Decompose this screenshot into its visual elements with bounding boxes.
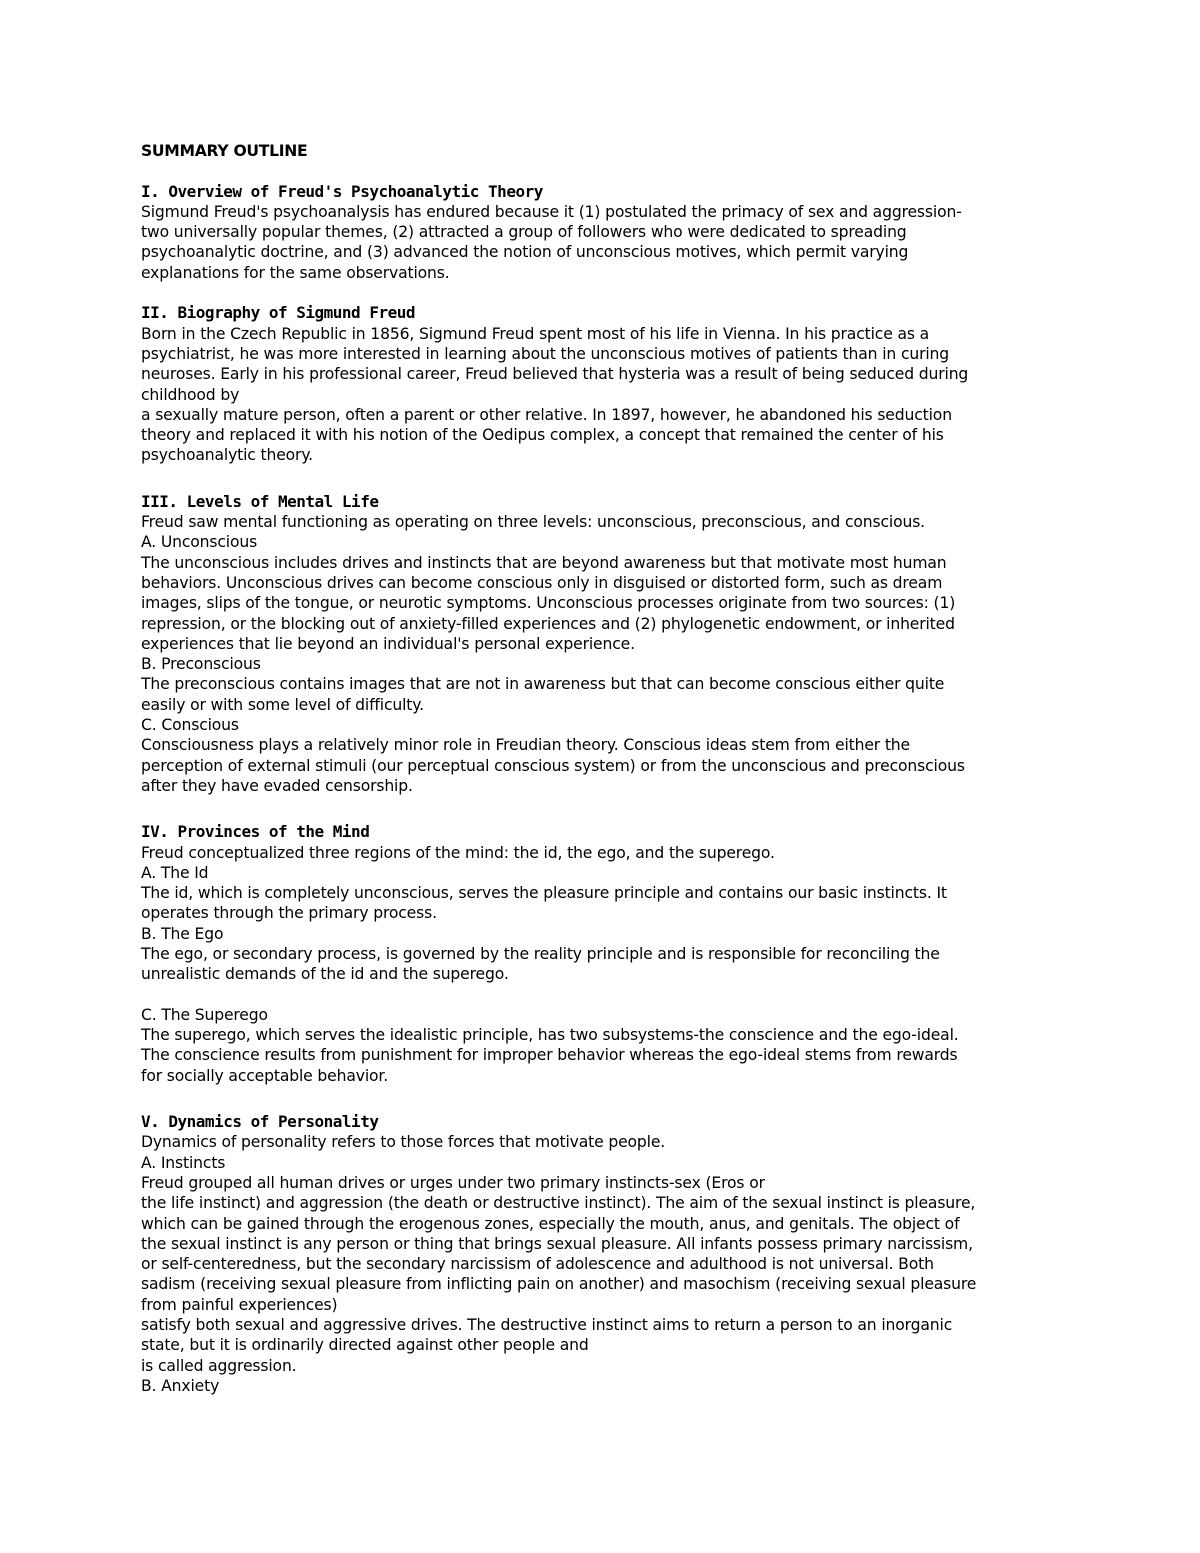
body-text-line: explanations for the same observations. — [141, 263, 450, 282]
body-text-line: A. Unconscious — [141, 533, 258, 552]
body-text-line: B. The Ego — [141, 924, 224, 943]
body-text-line: Consciousness plays a relatively minor role in Freudian theory. Conscious ideas stem from either the — [141, 736, 910, 755]
body-text-line: The unconscious includes drives and instincts that are beyond awareness but that motivate most human — [141, 553, 947, 572]
body-text-line: satisfy both sexual and aggressive drives. The destructive instinct aims to return a person to an inorganic — [141, 1316, 953, 1335]
body-text-line: is called aggression. — [141, 1356, 297, 1375]
body-text-line: psychoanalytic doctrine, and (3) advanced the notion of unconscious motives, which permit varying — [141, 243, 909, 262]
body-text-line: psychiatrist, he was more interested in learning about the unconscious motives of patients than in curing — [141, 344, 950, 363]
body-text-line: psychoanalytic theory. — [141, 446, 313, 465]
section-heading: V. Dynamics of Personality — [141, 1112, 379, 1132]
body-text-line: A. Instincts — [141, 1153, 226, 1172]
body-text-line: Freud saw mental functioning as operating on three levels: unconscious, preconscious, and conscious. — [141, 513, 925, 532]
document-title: SUMMARY OUTLINE — [141, 142, 308, 160]
body-text-line: Freud grouped all human drives or urges under two primary instincts-sex (Eros or — [141, 1173, 765, 1192]
body-text-line: the life instinct) and aggression (the death or destructive instinct). The aim of the sexual instinct is pleasure, — [141, 1194, 976, 1213]
section-4 — [141, 822, 1081, 1086]
body-text-line: C. Conscious — [141, 716, 239, 735]
paragraph-spacer — [141, 985, 1081, 1005]
body-text-line: The superego, which serves the idealistic principle, has two subsystems-the conscience and the ego-ideal. — [141, 1026, 959, 1045]
body-text-line: from painful experiences) — [141, 1295, 338, 1314]
section-1 — [141, 182, 1081, 283]
body-text-line: Freud conceptualized three regions of the mind: the id, the ego, and the superego. — [141, 843, 775, 862]
body-text-line: neuroses. Early in his professional career, Freud believed that hysteria was a result of being seduced during — [141, 365, 969, 384]
body-text-line: behaviors. Unconscious drives can become conscious only in disguised or distorted form, such as dream — [141, 573, 943, 592]
body-text-line: state, but it is ordinarily directed against other people and — [141, 1336, 589, 1355]
body-text-line: theory and replaced it with his notion of the Oedipus complex, a concept that remained the center of his — [141, 426, 944, 445]
body-text-line: easily or with some level of difficulty. — [141, 695, 424, 714]
body-text-line: a sexually mature person, often a parent or other relative. In 1897, however, he abandoned his seduction — [141, 405, 952, 424]
body-text-line: The ego, or secondary process, is governed by the reality principle and is responsible for reconciling the — [141, 944, 940, 963]
body-text-line: which can be gained through the erogenous zones, especially the mouth, anus, and genitals. The object of — [141, 1214, 960, 1233]
body-text-line: for socially acceptable behavior. — [141, 1066, 389, 1085]
section-3 — [141, 492, 1081, 796]
body-text-line: The preconscious contains images that are not in awareness but that can become conscious either quite — [141, 675, 945, 694]
body-text-line: sadism (receiving sexual pleasure from inflicting pain on another) and masochism (receiving sexual pleasure — [141, 1275, 977, 1294]
body-text-line: two universally popular themes, (2) attracted a group of followers who were dedicated to spreading — [141, 223, 907, 242]
body-text-line: unrealistic demands of the id and the superego. — [141, 965, 509, 984]
body-text-line: operates through the primary process. — [141, 904, 437, 923]
body-text-line: images, slips of the tongue, or neurotic symptoms. Unconscious processes originate from two sources: (1) — [141, 594, 956, 613]
body-text-line: repression, or the blocking out of anxiety-filled experiences and (2) phylogenetic endowment, or inherited — [141, 614, 955, 633]
section-heading: IV. Provinces of the Mind — [141, 822, 370, 842]
document-body — [141, 182, 1081, 1397]
body-text-line: after they have evaded censorship. — [141, 776, 413, 795]
section-heading: I. Overview of Freud's Psychoanalytic Theory — [141, 181, 543, 201]
body-text-line: perception of external stimuli (our perceptual conscious system) or from the unconscious and preconscious — [141, 756, 965, 775]
body-text-line: B. Anxiety — [141, 1376, 220, 1395]
section-2 — [141, 303, 1081, 465]
document-page — [141, 141, 1081, 1396]
body-text-line: childhood by — [141, 385, 240, 404]
body-text-line: A. The Id — [141, 863, 209, 882]
body-text-line: the sexual instinct is any person or thing that brings sexual pleasure. All infants possess primary narcissism, — [141, 1234, 973, 1253]
body-text-line: B. Preconscious — [141, 655, 261, 674]
body-text-line: Dynamics of personality refers to those forces that motivate people. — [141, 1133, 666, 1152]
body-text-line: experiences that lie beyond an individual's personal experience. — [141, 634, 635, 653]
body-text-line: Born in the Czech Republic in 1856, Sigmund Freud spent most of his life in Vienna. In his practice as a — [141, 324, 930, 343]
body-text-line: The conscience results from punishment for improper behavior whereas the ego-ideal stems from rewards — [141, 1046, 958, 1065]
body-text-line: Sigmund Freud's psychoanalysis has endured because it (1) postulated the primacy of sex and aggression- — [141, 202, 962, 221]
body-text-line: The id, which is completely unconscious, serves the pleasure principle and contains our basic instincts. It — [141, 884, 947, 903]
body-text-line: or self-centeredness, but the secondary narcissism of adolescence and adulthood is not universal. Both — [141, 1255, 934, 1274]
section-heading: III. Levels of Mental Life — [141, 491, 379, 511]
body-text-line: C. The Superego — [141, 1005, 268, 1024]
section-5 — [141, 1112, 1081, 1396]
section-heading: II. Biography of Sigmund Freud — [141, 303, 415, 323]
